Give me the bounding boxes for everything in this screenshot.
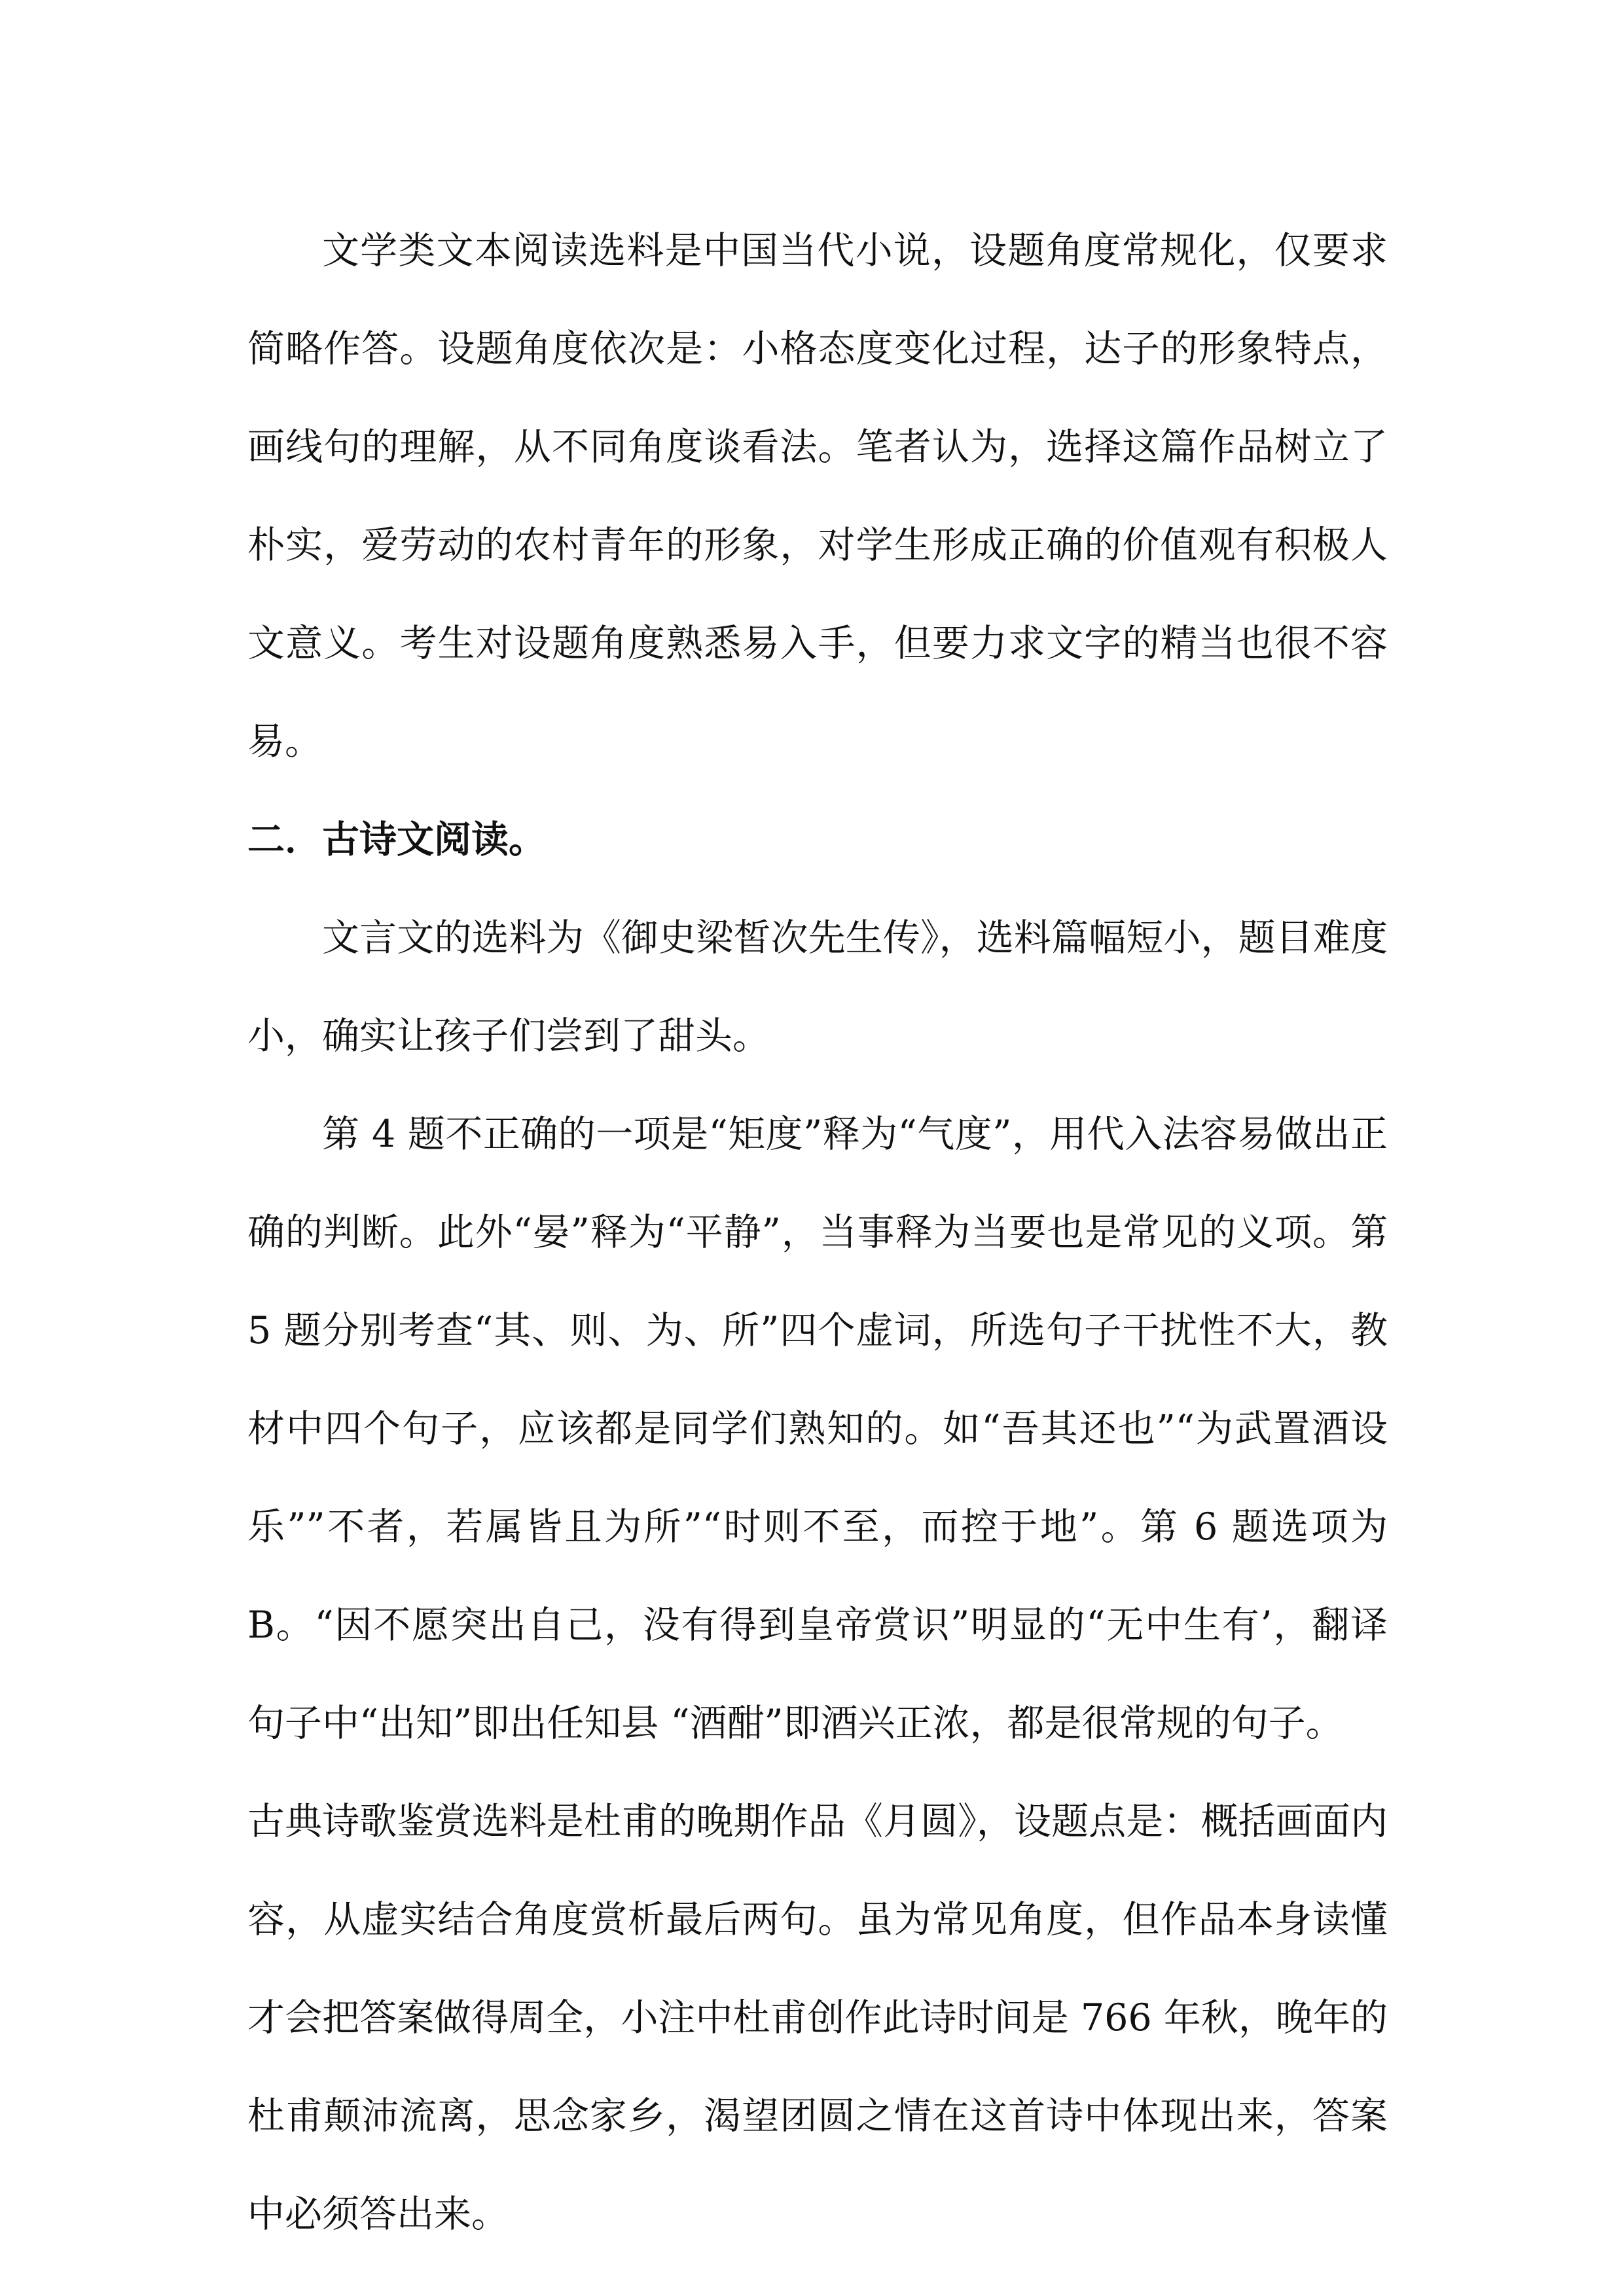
paragraph-classical-poetry-appreciation: 古典诗歌鉴赏选料是杜甫的晚期作品《月圆》，设题点是：概括画面内容，从虚实结合角度赏析最后两句。虽为常见角度，但作品本身读懂才会把答案做得周全，小注中杜甫创作此诗时间是 766 年秋，晚年的杜甫颠沛流离，思念家乡，渴望团圆之情在这首诗中体现出来，答案中必须答出来。 (247, 1800, 1388, 2236)
section-heading-classical-poetry-prose: 二．古诗文阅读。 (247, 817, 546, 861)
document-body (247, 202, 1388, 2263)
paragraph-classical-chinese-selection: 文言文的选料为《御史梁皙次先生传》，选料篇幅短小，题目难度小，确实让孩子们尝到了甜头。 (247, 916, 1388, 1058)
paragraph-questions-4-6-analysis: 第 4 题不正确的一项是“矩度”释为“气度”，用代入法容易做出正确的判断。此外“晏”释为“平静”，当事释为当要也是常见的义项。第 5 题分别考查“其、则、为、所”四个虚词，所选句子干扰性不大，教材中四个句子，应该都是同学们熟知的。如“吾其还也”“为武置酒设乐””不者，若属皆且为所”“时则不至，而控于地”。第 6 题选项为 B。“因不愿突出自己，没有得到皇帝赏识”明显的“无中生有’，翻译句子中“出知”即出任知县 “酒酣”即酒兴正浓，都是很常规的句子。 (247, 1113, 1388, 1745)
paragraph-literary-text-reading: 文学类文本阅读选料是中国当代小说，设题角度常规化，仅要求简略作答。设题角度依次是：小格态度变化过程，达子的形象特点，画线句的理解，从不同角度谈看法。笔者认为，选择这篇作品树立了朴实，爱劳动的农村青年的形象，对学生形成正确的价值观有积极人文意义。考生对设题角度熟悉易入手，但要力求文字的精当也很不容易。 (247, 229, 1388, 763)
